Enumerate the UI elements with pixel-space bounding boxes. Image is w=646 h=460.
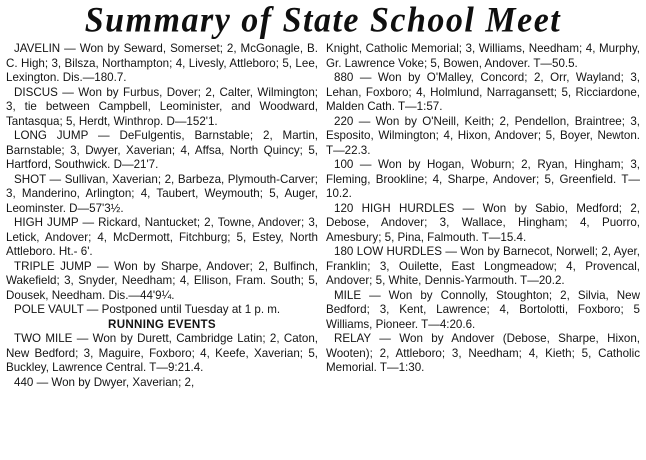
result-text: TWO MILE — Won by Durett, Cambridge Latin; 2, Caton, New Bedford; 3, Maguire, Foxboro; 4, Keefe, Xaverian; 5, Buckley, Lawrence Central. T—9:21.4. bbox=[6, 332, 318, 374]
result-text: POLE VAULT — Postponed until Tuesday at 1 p. m. bbox=[14, 303, 281, 316]
result-long-jump bbox=[6, 129, 318, 173]
result-text: DISCUS — Won by Furbus, Dover; 2, Calter, Wilmington; 3, tie between Campbell, Leominister, and Woodward, Tantasqua; 5, Herdt, Winthrop. D—152'1. bbox=[6, 85, 318, 128]
result-text: TRIPLE JUMP — Won by Sharpe, Andover; 2, Bulfinch, Wakefield; 3, Snyder, Needham; 4, Ellison, Fram. South; 5, Dousek, Needham. Dis.—44'9¼. bbox=[6, 259, 318, 302]
result-javelin bbox=[6, 42, 318, 86]
result-440-start bbox=[6, 376, 318, 391]
result-two-mile bbox=[6, 332, 318, 376]
result-discus bbox=[6, 86, 318, 130]
result-text: LONG JUMP — DeFulgentis, Barnstable; 2, Martin, Barnstable; 3, Dwyer, Xaverian; 4, Affsa, North Quincy; 5, Hartford, Southwick. D—21'7. bbox=[6, 129, 318, 171]
result-180-low-hurdles bbox=[326, 245, 640, 289]
result-text: Knight, Catholic Memorial; 3, Williams, Needham; 4, Murphy, Gr. Lawrence Voke; 5, Bowen, Andover. T—50.5. bbox=[326, 42, 640, 70]
left-column bbox=[6, 42, 318, 390]
result-220 bbox=[326, 115, 640, 159]
result-440-continued bbox=[326, 42, 640, 71]
result-high-jump bbox=[6, 216, 318, 260]
result-100 bbox=[326, 158, 640, 202]
headline: Summary of State School Meet bbox=[84, 1, 562, 40]
right-column bbox=[326, 42, 640, 376]
result-text: 220 — Won by O'Neill, Keith; 2, Pendellon, Braintree; 3, Esposito, Wilmington; 4, Hixon, Andover; 5, Boyer, Newton. T—22.3. bbox=[326, 114, 640, 157]
result-text: RELAY — Won by Andover (Debose, Sharpe, Hixon, Wooten); 2, Attleboro; 3, Needham; 4, Kieth; 5, Catholic Memorial. T—1:30. bbox=[326, 332, 640, 374]
result-text: 100 — Won by Hogan, Woburn; 2, Ryan, Hingham; 3, Fleming, Brookline; 4, Sharpe, Andover; 5, Greenfield. T—10.2. bbox=[326, 158, 640, 200]
result-shot bbox=[6, 173, 318, 217]
result-text: HIGH JUMP — Rickard, Nantucket; 2, Towne, Andover; 3, Letick, Andover; 4, McDermott, Fitchburg; 5, Estey, North Attleboro. Ht.- 6'. bbox=[6, 216, 318, 258]
result-text: 120 HIGH HURDLES — Won by Sabio, Medford; 2, Debose, Andover; 3, Wallace, Hingham; 4, Puorro, Amesbury; 5, Pina, Falmouth. T—15.4. bbox=[326, 201, 640, 244]
result-pole-vault bbox=[6, 303, 318, 318]
section-heading-running-events: RUNNING EVENTS bbox=[108, 317, 216, 331]
result-text: 880 — Won by O'Malley, Concord; 2, Orr, Wayland; 3, Lehan, Foxboro; 4, Holmlund, Narragansett; 5, Ricciardone, Malden Cath. T—1:57. bbox=[326, 71, 640, 113]
result-text: 440 — Won by Dwyer, Xaverian; 2, bbox=[14, 375, 195, 389]
result-triple-jump bbox=[6, 260, 318, 304]
result-880 bbox=[326, 71, 640, 115]
result-text: 180 LOW HURDLES — Won by Barnecot, Norwell; 2, Ayer, Franklin; 3, Ouilette, East Longmeadow; 4, Provencal, Andover; 5, White, Dennis-Yarmouth. T—20.2. bbox=[326, 245, 640, 287]
result-relay bbox=[326, 332, 640, 376]
result-text: SHOT — Sullivan, Xaverian; 2, Barbeza, Plymouth-Carver; 3, Manderino, Arlington; 4, Taubert, Weymouth; 5, Auger, Leominster. D—57'3½. bbox=[6, 172, 318, 215]
result-120-high-hurdles bbox=[326, 202, 640, 246]
result-mile bbox=[326, 289, 640, 333]
result-text: MILE — Won by Connolly, Stoughton; 2, Silvia, New Bedford; 3, Kent, Lawrence; 4, Bortolotti, Foxboro; 5 Williams, Pioneer. T—4:20.6. bbox=[326, 288, 640, 331]
result-text: JAVELIN — Won by Seward, Somerset; 2, McGonagle, B. C. High; 3, Bilsza, Northampton; 4, Livesly, Attleboro; 5, Lee, Lexington. Dis.—180.7. bbox=[6, 42, 318, 84]
